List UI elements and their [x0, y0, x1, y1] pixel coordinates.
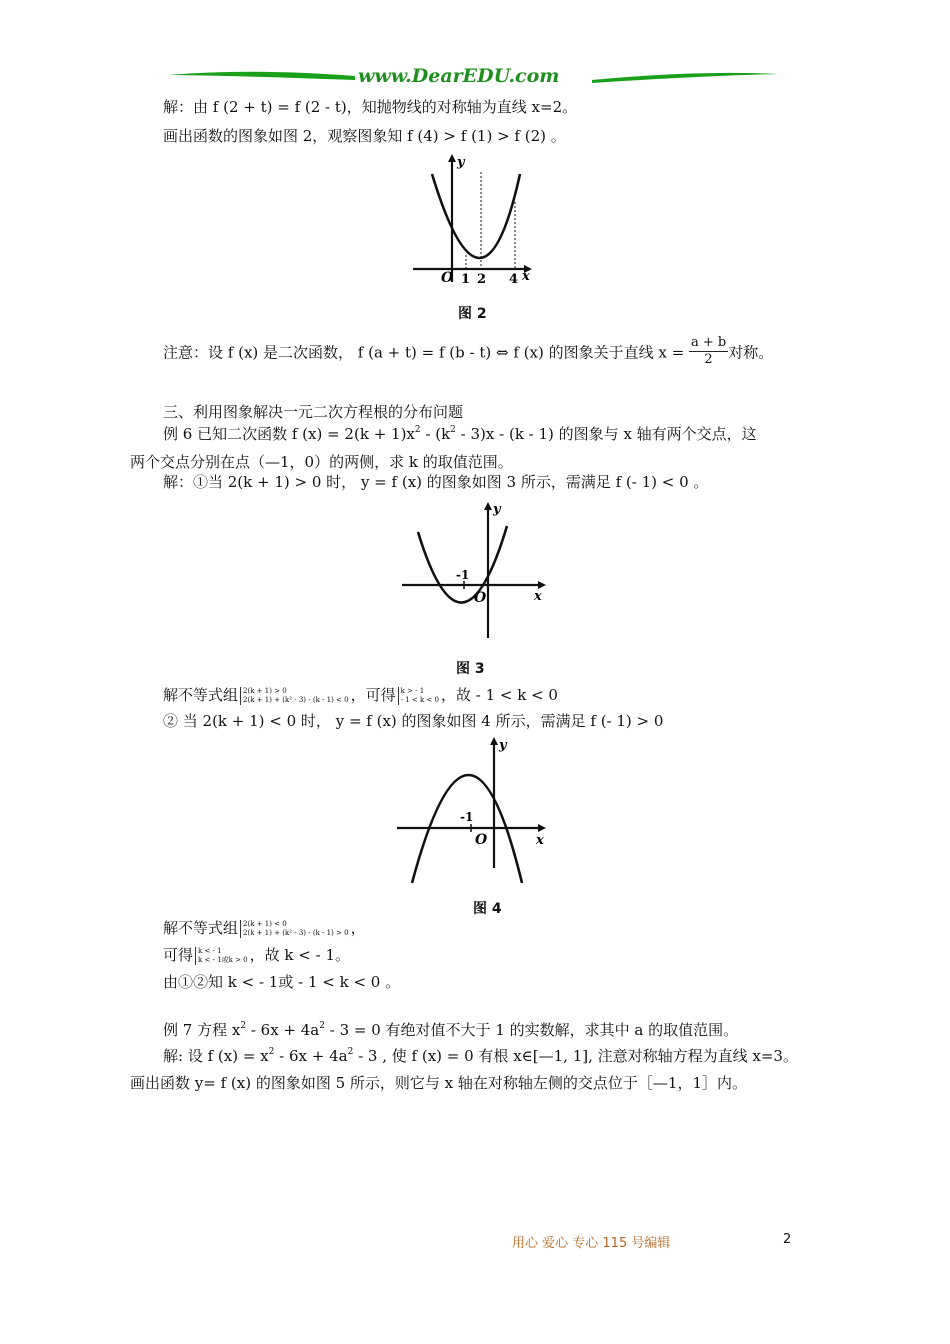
inequality-system-2 — [163, 918, 366, 938]
solution-case-1: 解：①当 2(k + 1) > 0 时， y = f (x) 的图象如图 3 所示，需满足 f (- 1) < 0 。 — [163, 473, 709, 491]
ineq2-cond-1: 2(k + 1) < 0 — [243, 920, 287, 928]
ineq1-result-system — [398, 687, 439, 705]
ineq2-label: 解不等式组 — [163, 919, 239, 937]
ineq1-cond-2: 2(k + 1) + (k² - 3) - (k - 1) < 0 — [243, 696, 349, 704]
conclusion-line: 由①②知 k < - 1或 - 1 < k < 0 。 — [163, 973, 401, 991]
fig4-x-label: x — [536, 833, 544, 848]
example-6-line-1 — [163, 424, 757, 447]
example-7-solution-line-2: 画出函数 y= f (x) 的图象如图 5 所示，则它与 x 轴在对称轴左侧的交点位于［—1，1］内。 — [130, 1074, 747, 1092]
figure-4-caption: 图 4 — [473, 901, 502, 917]
fig2-tick-2: 2 — [477, 272, 487, 287]
ex6-sup-2: 2 — [450, 425, 456, 435]
note-text: 注意：设 f (x) 是二次函数， f (a + t) = f (b - t) ⇔ f (x) 的图象关于直线 x = — [163, 343, 685, 362]
ex7-part-c: - 3 = 0 有绝对值不大于 1 的实数解，求其中 a 的取值范围。 — [324, 1021, 739, 1039]
fig2-y-label: y — [457, 155, 465, 170]
res2-system — [195, 947, 248, 965]
ex7s-sup-2: 2 — [347, 1047, 354, 1057]
ineq2-cond-2: 2(k + 1) + (k² - 3) - (k - 1) > 0 — [243, 929, 349, 937]
ineq1-conclusion: ，故 - 1 < k < 0 — [440, 686, 558, 704]
example-7-line — [163, 1020, 738, 1043]
figure-2-caption: 图 2 — [458, 306, 487, 322]
example-7-solution-line-1 — [163, 1046, 798, 1069]
inequality-result-2 — [163, 945, 350, 965]
ineq1-result-2: - 1 < k < 0 — [400, 696, 439, 704]
header-banner — [160, 62, 790, 92]
ex7-sup-1: 2 — [240, 1021, 247, 1031]
res2-conclusion: ，故 k < - 1。 — [249, 946, 350, 964]
res2-label: 可得 — [163, 946, 194, 964]
ex7s-part-b: - 6x + 4a — [274, 1047, 348, 1065]
example-6-line-2: 两个交点分别在点（—1，0）的两侧，求 k 的取值范围。 — [130, 453, 513, 471]
figure-2-parabola-graph — [405, 152, 540, 287]
ex6-part-a: 例 6 已知二次函数 f (x) = 2(k + 1)x — [163, 425, 415, 443]
ineq1-then: ，可得 — [350, 686, 396, 704]
ex6-part-b: - (k — [420, 425, 451, 443]
ex7s-part-c: - 3 , 使 f (x) = 0 有根 x∈[—1, 1], 注意对称轴方程为直线 x=3。 — [353, 1047, 798, 1065]
ex6-part-c: - 3)x - (k - 1) 的图象与 x 轴有两个交点，这 — [455, 425, 757, 443]
fig2-x-label: x — [522, 269, 530, 284]
ineq1-system — [240, 687, 349, 705]
figure-3-caption: 图 3 — [456, 661, 485, 677]
note-tail: 对称。 — [728, 343, 774, 362]
fig2-tick-1: 1 — [461, 272, 471, 287]
solution-case-2: ② 当 2(k + 1) < 0 时， y = f (x) 的图象如图 4 所示，需满足 f (- 1) > 0 — [163, 712, 664, 730]
section-heading: 三、利用图象解决一元二次方程根的分布问题 — [163, 403, 464, 421]
note-line — [163, 337, 773, 370]
ineq2-system — [240, 920, 349, 938]
fig3-tick-minus1: -1 — [456, 568, 470, 582]
ineq1-cond-1: 2(k + 1) > 0 — [243, 687, 287, 695]
fig3-x-label: x — [534, 589, 542, 604]
ex7s-sup-1: 2 — [268, 1047, 275, 1057]
footer-text: 用心 爱心 专心 115 号编辑 — [512, 1236, 671, 1251]
fraction-numerator: a + b — [690, 335, 727, 350]
res2-cond-2: k < - 1或k > 0 — [198, 956, 248, 964]
fig4-origin-label: O — [475, 832, 488, 848]
ex7-part-b: - 6x + 4a — [246, 1021, 320, 1039]
ineq2-comma: ， — [350, 919, 366, 937]
fig3-origin-label: O — [474, 590, 487, 606]
text-line-2: 画出函数的图象如图 2，观察图象知 f (4) > f (1) > f (2) 。 — [163, 127, 566, 145]
ineq1-result-1: k > - 1 — [400, 687, 425, 695]
fig2-origin-label: O — [441, 270, 454, 286]
page-number: 2 — [783, 1232, 792, 1247]
res2-cond-1: k < - 1 — [198, 947, 222, 955]
figure-4-parabola-graph — [394, 733, 554, 891]
fig3-y-label: y — [493, 502, 501, 517]
ex7-sup-2: 2 — [319, 1021, 325, 1031]
figure-3-parabola-graph — [398, 498, 553, 643]
ex7s-part-a: 解: 设 f (x) = x — [163, 1047, 269, 1065]
inequality-system-1 — [163, 685, 558, 705]
fig4-tick-minus1: -1 — [460, 810, 474, 824]
text-line-1: 解：由 f (2 + t) = f (2 - t)，知抛物线的对称轴为直线 x=2。 — [163, 98, 578, 116]
fig4-y-label: y — [499, 738, 507, 753]
ineq1-label: 解不等式组 — [163, 686, 239, 704]
fraction-denominator: 2 — [704, 352, 713, 367]
ex6-sup-1: 2 — [414, 425, 421, 435]
site-title: www.DearEDU.com — [358, 65, 560, 87]
fraction-a-plus-b-over-2 — [689, 335, 728, 368]
fig2-tick-4: 4 — [509, 272, 519, 287]
ex7-part-a: 例 7 方程 x — [163, 1021, 241, 1039]
